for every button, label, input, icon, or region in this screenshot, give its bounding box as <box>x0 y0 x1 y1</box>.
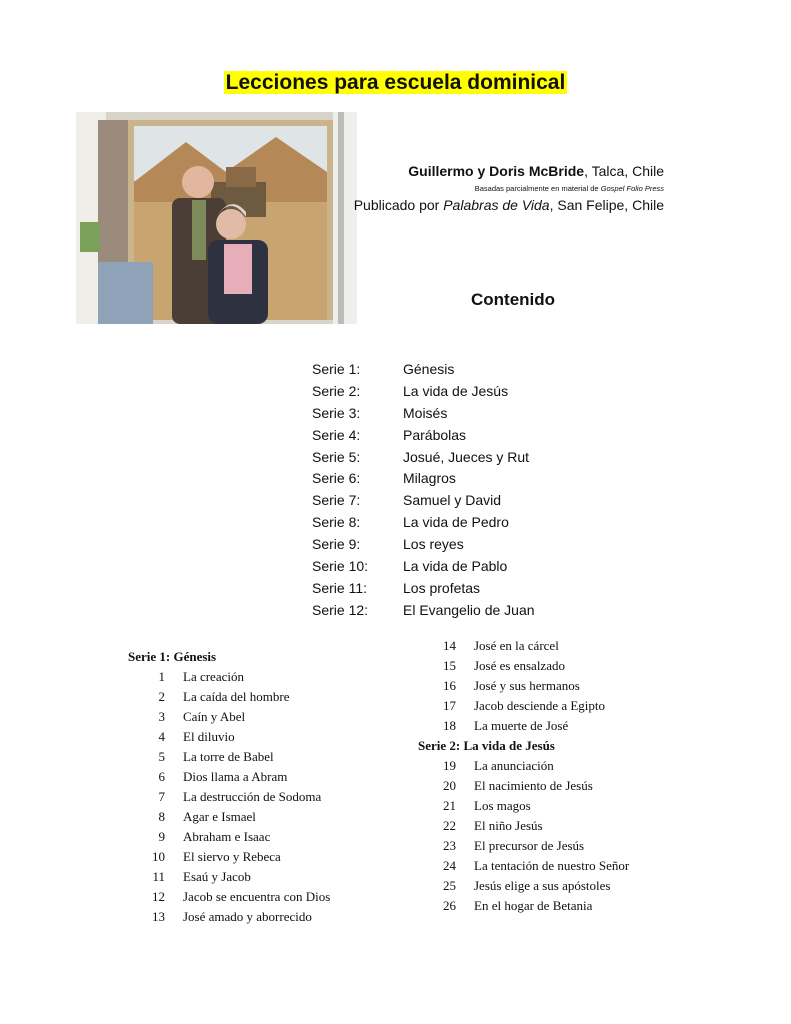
lesson-item <box>418 796 629 816</box>
series-row <box>312 446 535 468</box>
series-row <box>312 577 535 599</box>
lesson-item <box>418 856 629 876</box>
series-name: Samuel y David <box>403 492 502 509</box>
lesson-item <box>128 807 330 827</box>
series-number: Serie 12: <box>312 601 369 618</box>
lesson-number: 3 <box>158 709 165 724</box>
lesson-item <box>128 887 330 907</box>
lesson-item <box>418 636 629 656</box>
lesson-item <box>128 767 330 787</box>
lesson-title: La torre de Babel <box>183 749 274 764</box>
authors-block <box>354 163 664 213</box>
lesson-number: 8 <box>158 809 165 824</box>
series-number: Serie 8: <box>312 514 361 531</box>
lesson-title: Jesús elige a sus apóstoles <box>474 878 611 893</box>
lessons-column-right <box>418 636 629 916</box>
lesson-number: 11 <box>152 869 165 884</box>
lesson-title: Los magos <box>474 798 531 813</box>
lesson-item <box>128 667 330 687</box>
photo-image <box>76 112 357 324</box>
source-note <box>354 184 664 193</box>
lesson-title: La muerte de José <box>474 718 569 733</box>
series-name: Parábolas <box>403 426 467 443</box>
authors-line <box>354 163 664 179</box>
lesson-item <box>418 656 629 676</box>
lesson-item <box>418 816 629 836</box>
lesson-title: La creación <box>183 669 244 684</box>
lesson-item <box>128 687 330 707</box>
lesson-item <box>418 716 629 736</box>
lesson-number: 23 <box>443 838 456 853</box>
series-row <box>312 467 535 489</box>
title-text: Lecciones para escuela dominical <box>225 71 566 94</box>
series-number: Serie 4: <box>312 426 361 443</box>
lesson-title: El niño Jesús <box>474 818 543 833</box>
lesson-number: 6 <box>158 769 165 784</box>
series-name: El Evangelio de Juan <box>403 601 535 618</box>
series-list <box>312 358 535 621</box>
lesson-title: José en la cárcel <box>474 638 559 653</box>
lesson-number: 17 <box>443 698 456 713</box>
lesson-number: 7 <box>158 789 165 804</box>
document-title <box>0 71 791 95</box>
lesson-item <box>128 867 330 887</box>
series-name: La vida de Pablo <box>403 557 508 574</box>
contents-heading: Contenido <box>471 290 556 309</box>
series-row <box>312 402 535 424</box>
lesson-item <box>418 776 629 796</box>
lesson-title: En el hogar de Betania <box>474 898 593 913</box>
lesson-title: Jacob se encuentra con Dios <box>183 889 331 904</box>
lesson-item <box>128 827 330 847</box>
lesson-item <box>418 676 629 696</box>
series-row <box>312 358 535 380</box>
lesson-title: El nacimiento de Jesús <box>474 778 593 793</box>
series-name: La vida de Jesús <box>403 382 509 399</box>
lesson-title: El siervo y Rebeca <box>183 849 281 864</box>
lesson-item <box>128 727 330 747</box>
lesson-item <box>128 847 330 867</box>
series-name: Los profetas <box>403 579 481 596</box>
series-1-heading: Serie 1: Génesis <box>128 649 217 664</box>
lesson-item <box>418 876 629 896</box>
series-row <box>312 511 535 533</box>
lesson-title: Jacob desciende a Egipto <box>474 698 606 713</box>
lesson-number: 10 <box>152 849 165 864</box>
lesson-number: 14 <box>443 638 456 653</box>
series-name: Josué, Jueces y Rut <box>403 448 530 465</box>
series-number: Serie 7: <box>312 492 361 509</box>
lesson-number: 13 <box>152 909 165 924</box>
series-row <box>312 380 535 402</box>
lesson-item <box>128 787 330 807</box>
lesson-title: El diluvio <box>183 729 235 744</box>
lesson-number: 9 <box>158 829 165 844</box>
authors-location: , Talca, Chile <box>584 163 664 179</box>
lesson-number: 24 <box>443 858 456 873</box>
series-row <box>312 533 535 555</box>
series-name: Génesis <box>403 360 455 377</box>
publisher-prefix: Publicado por <box>353 197 444 213</box>
lesson-title: Agar e Ismael <box>183 809 256 824</box>
lesson-number: 26 <box>443 898 456 913</box>
series-row <box>312 489 535 511</box>
lesson-item <box>128 747 330 767</box>
lesson-title: José es ensalzado <box>474 658 565 673</box>
lesson-title: José y sus hermanos <box>474 678 580 693</box>
lesson-number: 15 <box>443 658 456 673</box>
lesson-item <box>418 696 629 716</box>
series-row <box>312 599 535 621</box>
lesson-title: La tentación de nuestro Señor <box>474 858 630 873</box>
source-prefix: Basadas parcialmente en material de <box>474 184 601 193</box>
lesson-number: 18 <box>443 718 456 733</box>
lesson-number: 1 <box>158 669 165 684</box>
series-number: Serie 3: <box>312 404 361 421</box>
lesson-title: Esaú y Jacob <box>183 869 251 884</box>
lesson-number: 4 <box>158 729 165 744</box>
lesson-item <box>418 756 629 776</box>
lesson-item <box>418 896 629 916</box>
series-name: Milagros <box>403 470 456 487</box>
series-number: Serie 5: <box>312 448 361 465</box>
series-name: Moisés <box>403 404 448 421</box>
lesson-number: 20 <box>443 778 456 793</box>
series-name: La vida de Pedro <box>403 514 509 531</box>
lesson-title: Abraham e Isaac <box>183 829 271 844</box>
lesson-title: Caín y Abel <box>183 709 246 724</box>
publisher-line <box>354 197 664 213</box>
lesson-title: La destrucción de Sodoma <box>183 789 322 804</box>
publisher-name: Palabras de Vida <box>443 197 550 213</box>
series-name: Los reyes <box>403 536 464 553</box>
lesson-title: La anunciación <box>474 758 554 773</box>
authors-names: Guillermo y Doris McBride <box>408 163 585 179</box>
series-number: Serie 1: <box>312 360 361 377</box>
lesson-title: Dios llama a Abram <box>183 769 288 784</box>
series-2-heading: Serie 2: La vida de Jesús <box>418 738 555 753</box>
lesson-title: El precursor de Jesús <box>474 838 585 853</box>
series-number: Serie 6: <box>312 470 361 487</box>
lesson-number: 22 <box>443 818 456 833</box>
series-row <box>312 555 535 577</box>
lesson-number: 12 <box>152 889 165 904</box>
lesson-number: 5 <box>158 749 165 764</box>
lesson-item <box>128 907 330 927</box>
lesson-number: 16 <box>443 678 456 693</box>
series-number: Serie 10: <box>312 557 369 574</box>
authors-photo <box>76 112 357 324</box>
lesson-item <box>128 707 330 727</box>
series-number: Serie 9: <box>312 536 361 553</box>
publisher-suffix: , San Felipe, Chile <box>549 197 664 213</box>
lessons-column-left <box>128 647 330 927</box>
lesson-title: José amado y aborrecido <box>183 909 312 924</box>
series-number: Serie 11: <box>312 579 367 596</box>
lesson-item <box>418 836 629 856</box>
lesson-number: 19 <box>443 758 456 773</box>
lesson-number: 25 <box>443 878 456 893</box>
series-row <box>312 424 535 446</box>
lesson-number: 21 <box>443 798 456 813</box>
series-number: Serie 2: <box>312 382 361 399</box>
lesson-title: La caída del hombre <box>183 689 290 704</box>
source-name: Gospel Folio Press <box>600 184 664 193</box>
lesson-number: 2 <box>158 689 165 704</box>
